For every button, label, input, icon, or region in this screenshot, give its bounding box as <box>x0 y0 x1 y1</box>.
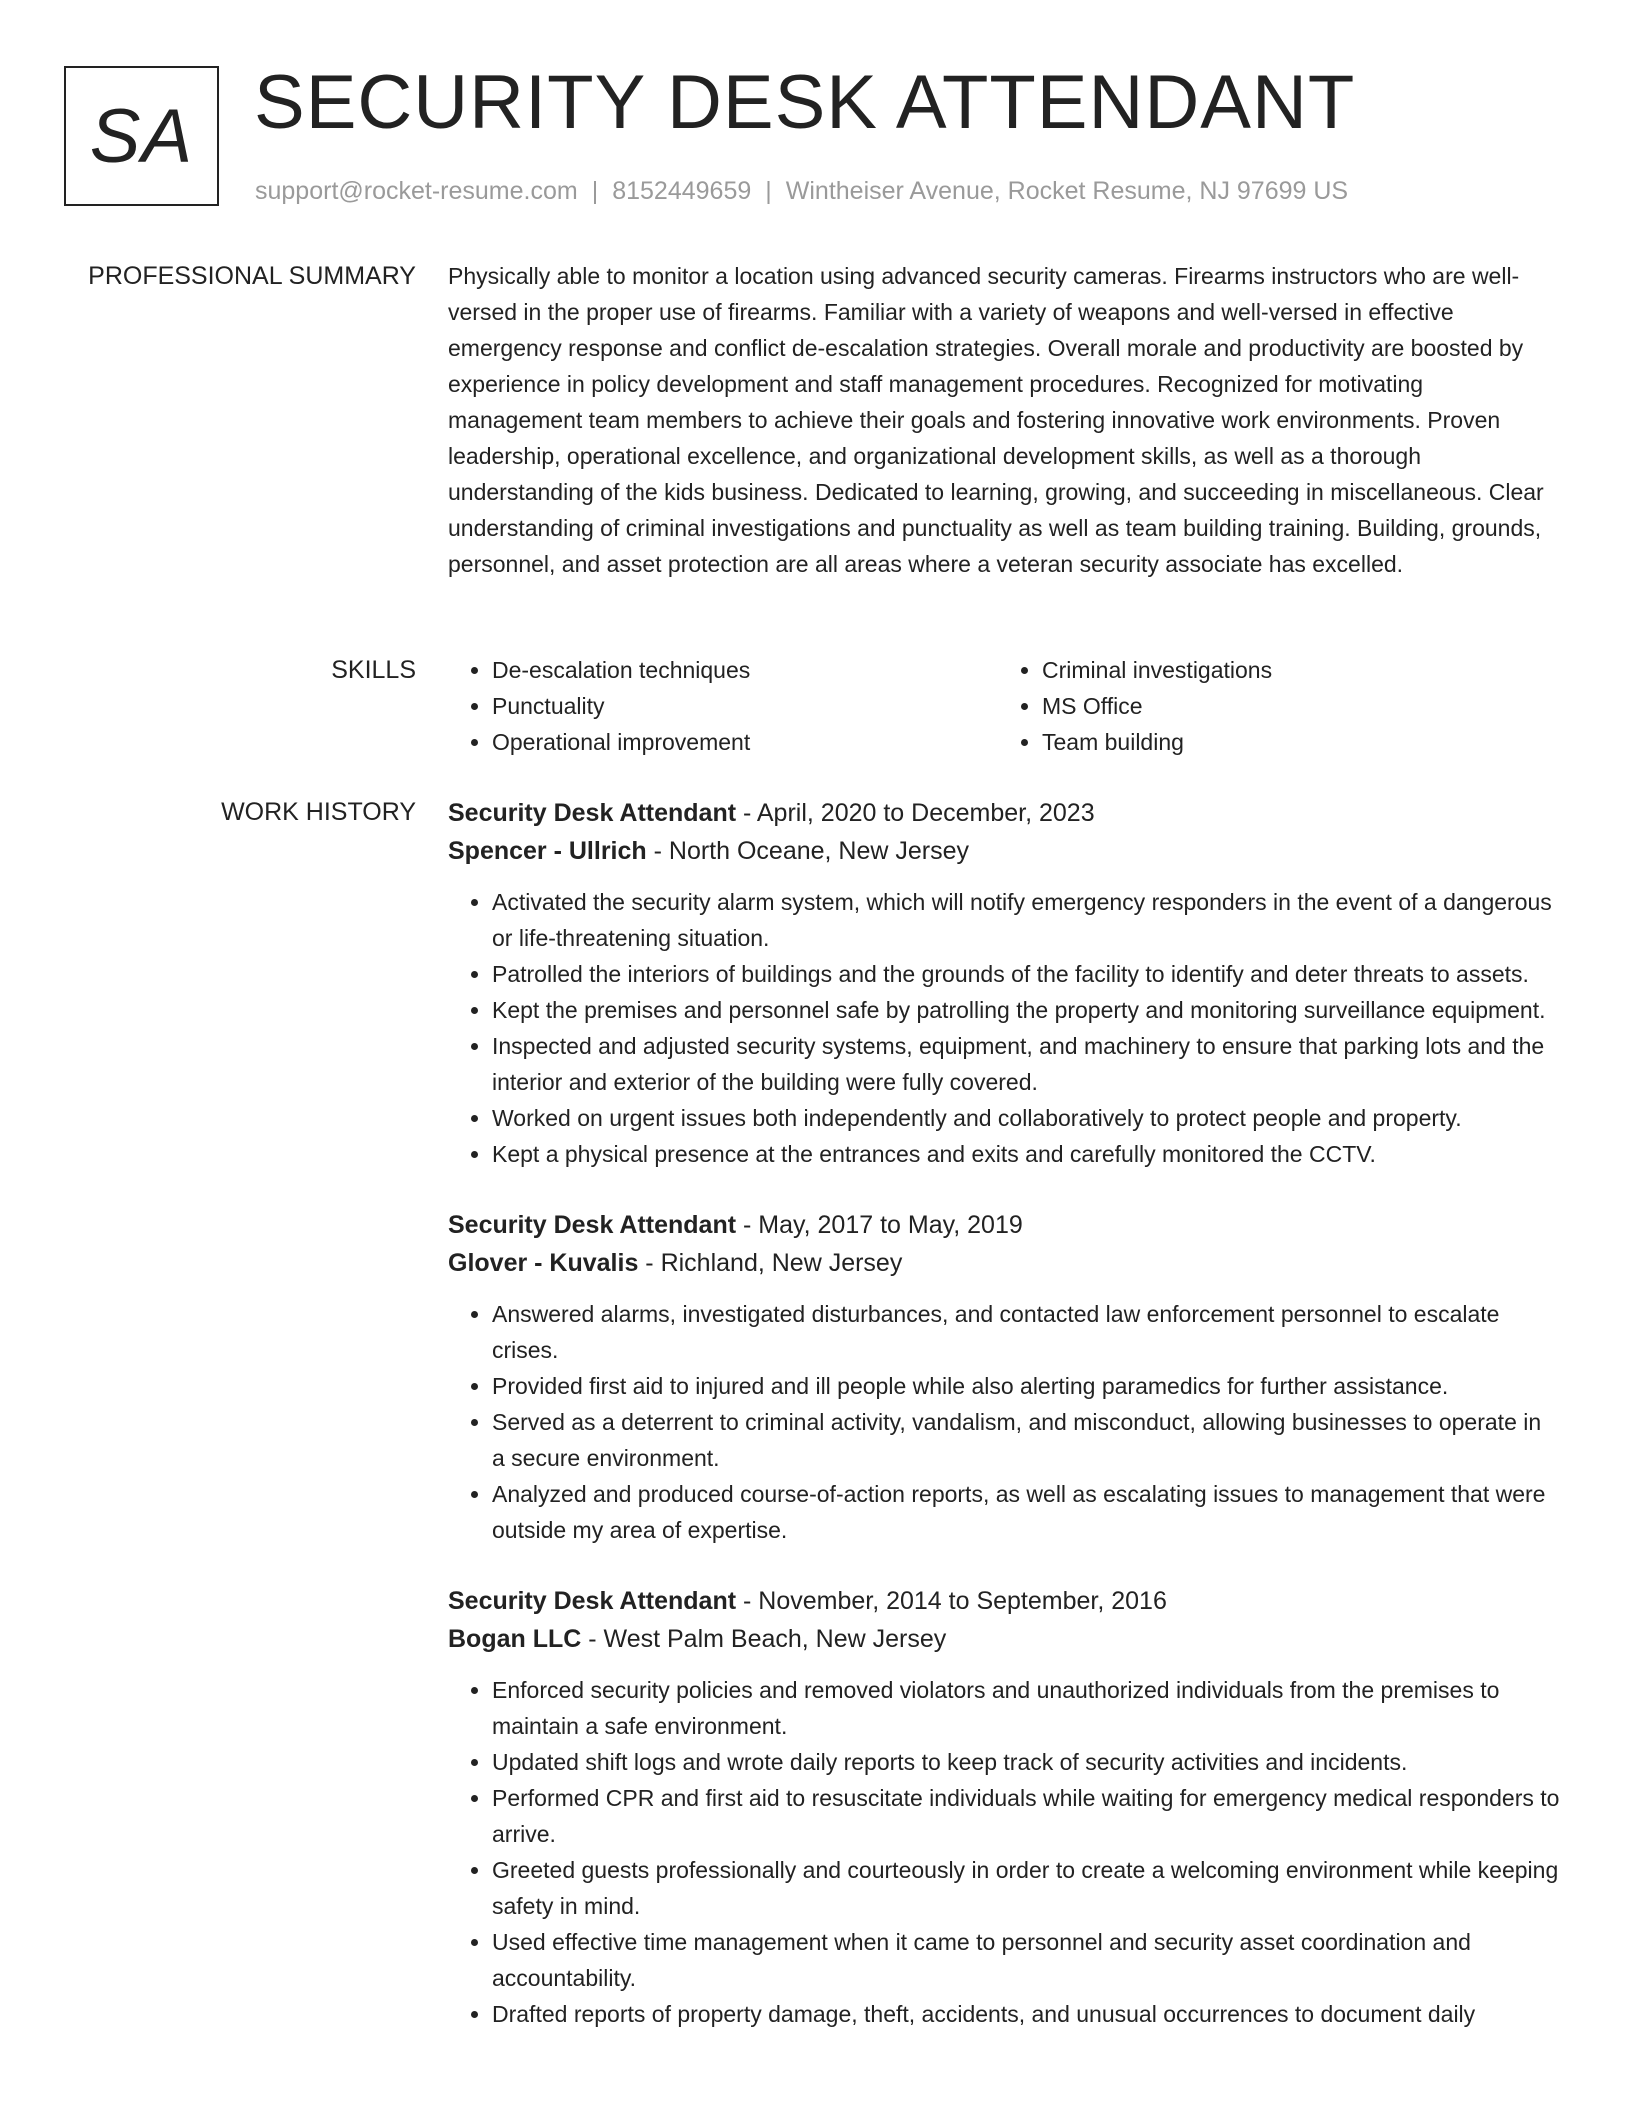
contact-email: support@rocket-resume.com <box>255 177 578 205</box>
job-bullet: • Greeted guests professionally and courteously in order to create a welcoming environment while keeping safety in mind. <box>492 1852 1560 1924</box>
job-bullets <box>448 884 1560 1172</box>
job-title: Security Desk Attendant <box>448 1587 737 1615</box>
skills-body <box>448 652 1560 760</box>
monogram: SA <box>64 66 219 206</box>
job-location: - Richland, New Jersey <box>638 1249 903 1277</box>
job-bullet: • Patrolled the interiors of buildings and the grounds of the facility to identify and deter threats to assets. <box>492 956 1560 992</box>
job-company: Glover - Kuvalis <box>448 1249 639 1277</box>
job-dates: - November, 2014 to September, 2016 <box>736 1587 1167 1615</box>
job-bullet: • Worked on urgent issues both independently and collaboratively to protect people and property. <box>492 1100 1560 1136</box>
job-bullet: • Analyzed and produced course-of-action reports, as well as escalating issues to management that were outside my area of expertise. <box>492 1476 1560 1548</box>
job-company-line <box>448 1244 1560 1282</box>
section-label-work-history: WORK HISTORY <box>221 798 416 826</box>
job-bullet: • Used effective time management when it came to personnel and security asset coordination and accountability. <box>492 1924 1560 1996</box>
job-bullet: • Kept a physical presence at the entrances and exits and carefully monitored the CCTV. <box>492 1136 1560 1172</box>
contact-address: Wintheiser Avenue, Rocket Resume, NJ 97699 US <box>785 177 1349 205</box>
skill-item: • MS Office <box>1042 688 1548 724</box>
job-bullet: • Updated shift logs and wrote daily reports to keep track of security activities and incidents. <box>492 1744 1560 1780</box>
job-title-line <box>448 794 1560 832</box>
job-bullet: • Enforced security policies and removed violators and unauthorized individuals from the premises to maintain a safe environment. <box>492 1672 1560 1744</box>
skill-item: • Team building <box>1042 724 1548 760</box>
work-history-body <box>448 794 1560 2066</box>
contact-separator: | <box>591 177 599 205</box>
job-bullet: • Served as a deterrent to criminal activity, vandalism, and misconduct, allowing businesses to operate in a secure environment. <box>492 1404 1560 1476</box>
job-bullet: • Answered alarms, investigated disturbances, and contacted law enforcement personnel to escalate crises. <box>492 1296 1560 1368</box>
skill-item: • Operational improvement <box>492 724 998 760</box>
job-company: Spencer - Ullrich <box>448 837 647 865</box>
job-bullets <box>448 1296 1560 1548</box>
section-label-skills: SKILLS <box>331 656 416 684</box>
job-title-line <box>448 1206 1560 1244</box>
skill-item: • Criminal investigations <box>1042 652 1548 688</box>
job-bullet: • Kept the premises and personnel safe by patrolling the property and monitoring surveillance equipment. <box>492 992 1560 1028</box>
job-bullets <box>448 1672 1560 2032</box>
summary-body <box>448 258 1560 582</box>
job-company: Bogan LLC <box>448 1625 582 1653</box>
job-dates: - May, 2017 to May, 2019 <box>736 1211 1023 1239</box>
job-title: Security Desk Attendant <box>448 1211 737 1239</box>
job-dates: - April, 2020 to December, 2023 <box>736 799 1095 827</box>
job-bullet: • Drafted reports of property damage, theft, accidents, and unusual occurrences to document daily <box>492 1996 1560 2032</box>
job-title-line <box>448 1582 1560 1620</box>
job-entry <box>448 1206 1560 1548</box>
job-location: - West Palm Beach, New Jersey <box>581 1625 947 1653</box>
contact-phone: 8152449659 <box>612 177 752 205</box>
job-bullet: • Activated the security alarm system, which will notify emergency responders in the event of a dangerous or life-threatening situation. <box>492 884 1560 956</box>
job-bullet: • Provided first aid to injured and ill people while also alerting paramedics for further assistance. <box>492 1368 1560 1404</box>
section-label-summary: PROFESSIONAL SUMMARY <box>88 262 416 290</box>
job-company-line <box>448 832 1560 870</box>
page-title: SECURITY DESK ATTENDANT <box>254 60 1356 145</box>
contact-line <box>255 174 1348 208</box>
job-entry <box>448 1582 1560 2032</box>
job-company-line <box>448 1620 1560 1658</box>
summary-text: Physically able to monitor a location using advanced security cameras. Firearms instructors who are well-versed in the proper use of firearms. Familiar with a variety of weapons and well-versed in effective emergency response and conflict de-escalation strategies. Overall morale and productivity are boosted by experience in policy development and staff management procedures. Recognized for motivating management team members to achieve their goals and fostering innovative work environments. Proven leadership, operational excellence, and organizational development skills, as well as a thorough understanding of the kids business. Dedicated to learning, growing, and succeeding in miscellaneous. Clear understanding of criminal investigations and punctuality as well as team building training. Building, grounds, personnel, and asset protection are all areas where a veteran security associate has excelled. <box>448 263 1544 577</box>
skill-item: • Punctuality <box>492 688 998 724</box>
job-bullet: • Performed CPR and first aid to resuscitate individuals while waiting for emergency medical responders to arrive. <box>492 1780 1560 1852</box>
job-bullet: • Inspected and adjusted security systems, equipment, and machinery to ensure that parking lots and the interior and exterior of the building were fully covered. <box>492 1028 1560 1100</box>
skill-item: • De-escalation techniques <box>492 652 998 688</box>
job-entry <box>448 794 1560 1172</box>
job-title: Security Desk Attendant <box>448 799 737 827</box>
skills-list-right <box>998 652 1548 760</box>
contact-separator: | <box>765 177 772 205</box>
skills-list-left <box>448 652 998 760</box>
job-location: - North Oceane, New Jersey <box>646 837 970 865</box>
